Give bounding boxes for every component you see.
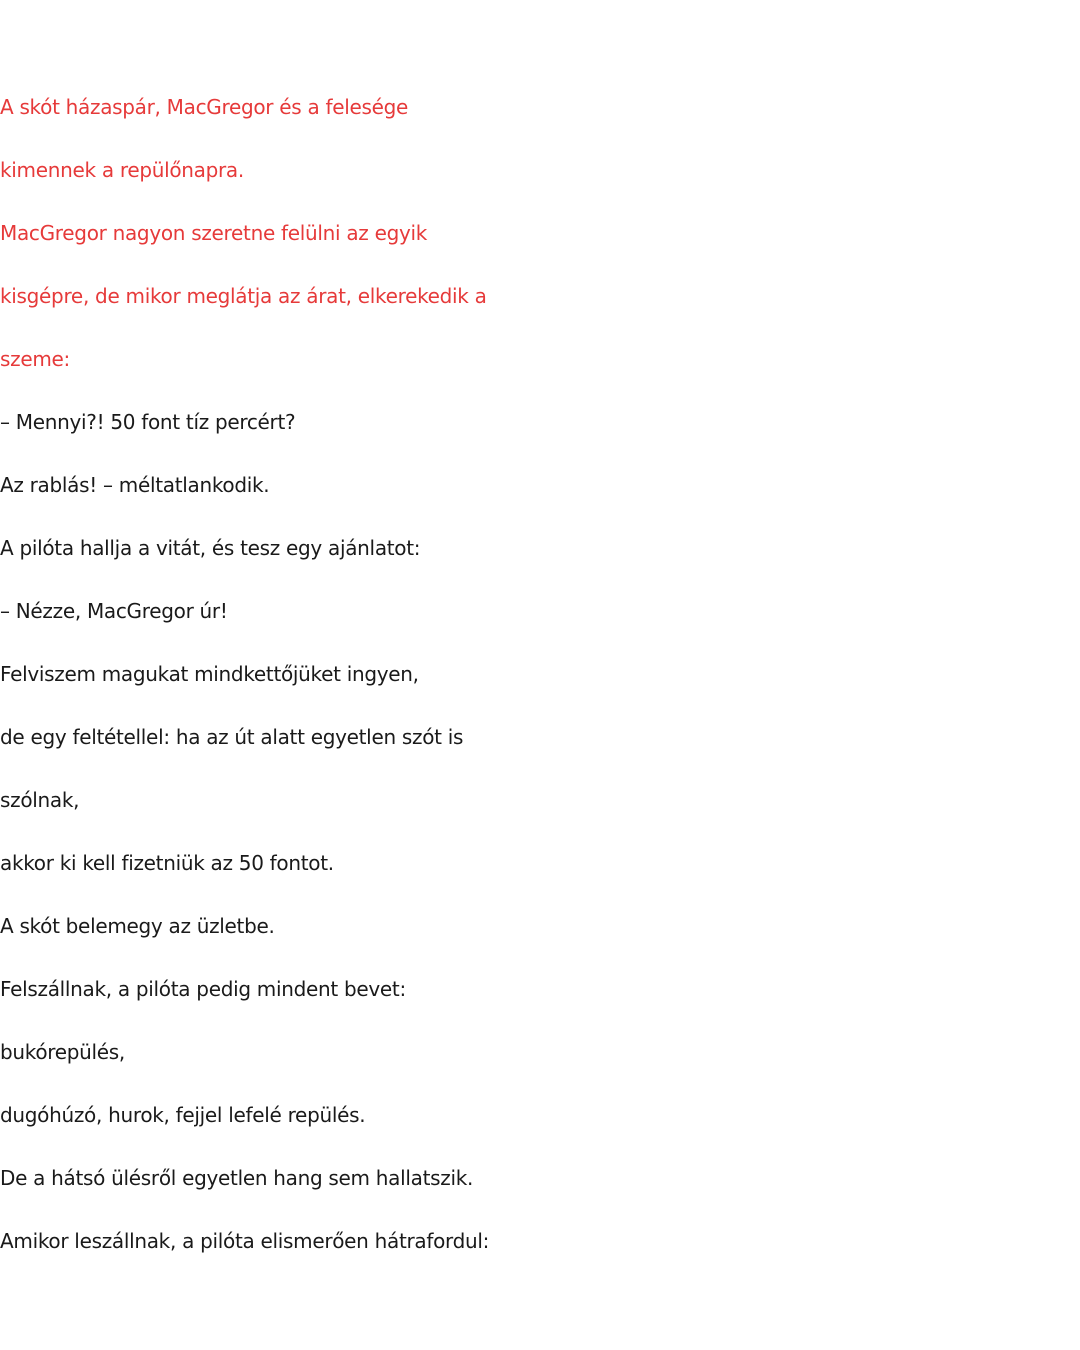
story-line: De a hátsó ülésről egyetlen hang sem hallatszik. [0,1166,474,1190]
intro-line: kimennek a repülőnapra. [0,158,244,182]
intro-line: MacGregor nagyon szeretne felülni az egyik [0,221,428,245]
story-line: Felszállnak, a pilóta pedig mindent bevet: [0,977,406,1001]
story-body [0,391,1080,1273]
story-line: A skót belemegy az üzletbe. [0,914,275,938]
story-line: bukórepülés, [0,1040,125,1064]
story-line: akkor ki kell fizetniük az 50 fontot. [0,851,334,875]
story-line: A pilóta hallja a vitát, és tesz egy ajánlatot: [0,536,421,560]
intro-paragraph [0,76,1080,391]
story-line: szólnak, [0,788,80,812]
story-line: Felviszem magukat mindkettőjüket ingyen, [0,662,419,686]
intro-line: A skót házaspár, MacGregor és a felesége [0,95,408,119]
story-line: Az rablás! – méltatlankodik. [0,473,270,497]
joke-text [0,76,1080,1273]
intro-line: kisgépre, de mikor meglátja az árat, elkerekedik a [0,284,487,308]
intro-line: szeme: [0,347,70,371]
story-line: Amikor leszállnak, a pilóta elismerően hátrafordul: [0,1229,490,1253]
story-line: – Mennyi?! 50 font tíz percért? [0,410,296,434]
story-line: de egy feltétellel: ha az út alatt egyetlen szót is [0,725,464,749]
story-line: – Nézze, MacGregor úr! [0,599,228,623]
story-line: dugóhúzó, hurok, fejjel lefelé repülés. [0,1103,366,1127]
